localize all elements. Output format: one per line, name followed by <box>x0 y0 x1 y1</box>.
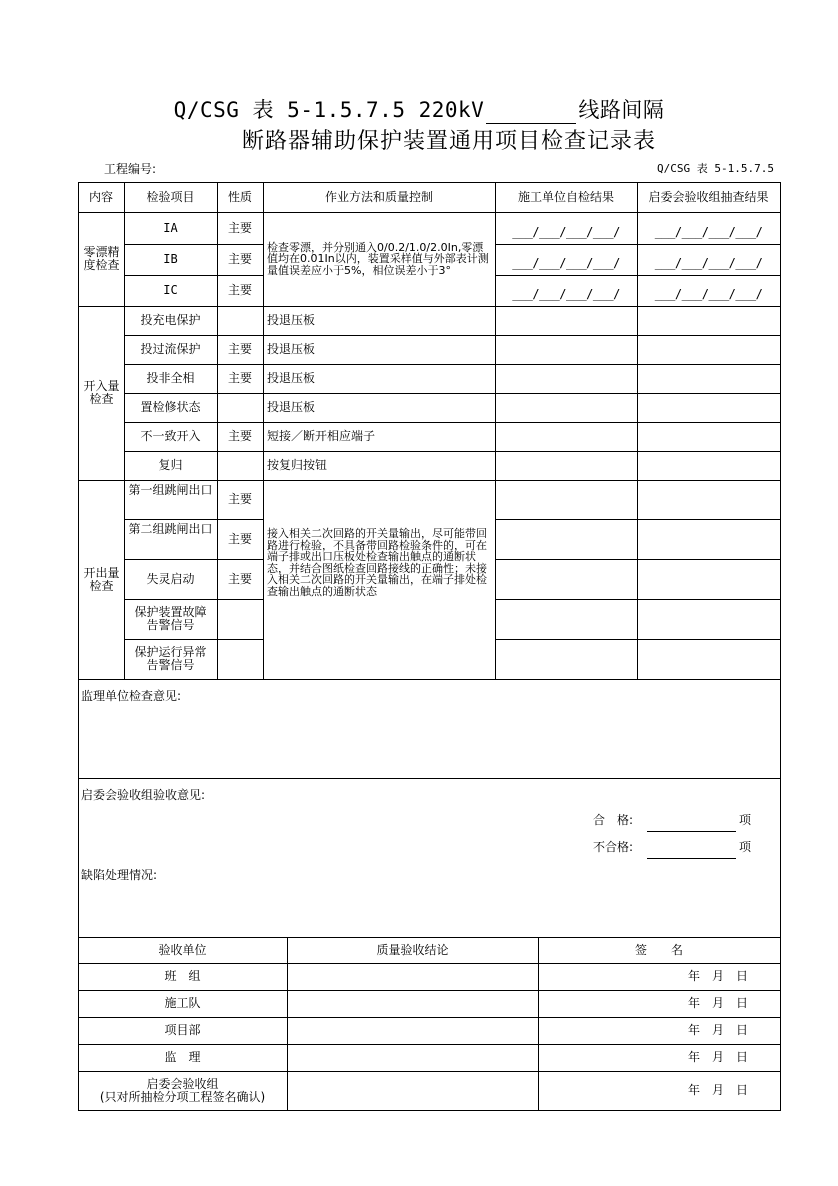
method-pole-discrepancy: 投退压板 <box>267 371 316 385</box>
form-title-line2: 断路器辅助保护装置通用项目检查记录表 <box>241 129 656 154</box>
table-rule <box>495 519 781 520</box>
table-rule <box>495 599 781 600</box>
nature-maintenance-state <box>217 393 263 422</box>
group-binary-input: 开入量检查 <box>83 379 120 406</box>
signoff-conclusion-committee[interactable] <box>288 1072 538 1110</box>
signoff-header-conclusion: 质量验收结论 <box>376 942 449 957</box>
nature-ia: 主要 <box>227 220 252 235</box>
item-charging-protection: 投充电保护 <box>140 313 201 327</box>
nature-breaker-failure-start: 主要 <box>227 571 252 586</box>
self-check-ic[interactable]: ___/___/___/___/ <box>512 287 620 301</box>
committee-opinion-label: 启委会验收组验收意见: <box>81 788 206 802</box>
signoff-conclusion-project-dept[interactable] <box>288 1018 538 1044</box>
table-rule <box>495 639 781 640</box>
item-ic: IC <box>163 283 178 297</box>
fail-label: 不合格: <box>593 840 634 854</box>
form-title-line1 <box>0 94 838 124</box>
item-maintenance-state: 置检修状态 <box>140 400 201 414</box>
pass-count-field[interactable] <box>647 831 736 832</box>
col-header-spot-check: 启委会验收组抽查结果 <box>648 189 769 204</box>
item-trip-output-2: 第二组跳闸出口 <box>128 522 213 536</box>
signoff-unit-team: 班 组 <box>164 969 201 983</box>
item-reset: 复归 <box>158 458 183 472</box>
method-zero-drift: 检查零漂，并分别通入0/0.2/1.0/2.0In,零漂值均在0.01In以内，装置采样值与外部表计测量值误差应小于5%，相位误差小于3° <box>267 240 489 277</box>
signoff-header-signature: 签 名 <box>634 942 683 957</box>
method-maintenance-state: 投退压板 <box>267 400 316 414</box>
form-code: Q/CSG 表 5-1.5.7.5 <box>657 162 774 175</box>
item-inconsistency-input: 不一致开入 <box>140 429 201 443</box>
item-ia: IA <box>163 220 178 235</box>
signoff-unit-supervision: 监 理 <box>164 1050 201 1064</box>
group-binary-output: 开出量检查 <box>83 565 120 593</box>
item-trip-output-1: 第一组跳闸出口 <box>128 483 213 497</box>
signoff-header-unit: 验收单位 <box>158 942 207 957</box>
fail-count-field[interactable] <box>647 858 736 859</box>
item-ib: IB <box>163 252 178 266</box>
nature-charging-protection <box>217 306 263 335</box>
form-title-suffix: 线路间隔 <box>578 98 665 122</box>
pass-label: 合 格: <box>593 813 634 827</box>
signoff-unit-construction-team: 施工队 <box>164 996 201 1010</box>
nature-abnormal-operation-alarm <box>217 639 263 679</box>
defect-handling-label: 缺陷处理情况: <box>81 868 158 882</box>
nature-inconsistency-input: 主要 <box>227 429 252 443</box>
col-header-self-check: 施工单位自检结果 <box>517 189 614 204</box>
item-abnormal-operation-alarm: 保护运行异常告警信号 <box>134 645 207 672</box>
fail-unit: 项 <box>739 840 752 854</box>
col-header-nature: 性质 <box>227 189 252 204</box>
table-rule <box>78 679 781 680</box>
method-charging-protection: 投退压板 <box>267 313 316 327</box>
method-overcurrent-protection: 投退压板 <box>267 342 316 356</box>
signoff-date-construction-team[interactable]: 年 月 日 <box>687 996 748 1010</box>
nature-pole-discrepancy: 主要 <box>227 371 252 385</box>
item-breaker-failure-start: 失灵启动 <box>146 571 195 586</box>
signoff-date-project-dept[interactable]: 年 月 日 <box>687 1023 748 1037</box>
item-overcurrent-protection: 投过流保护 <box>140 342 201 356</box>
spot-check-ic[interactable]: ___/___/___/___/ <box>654 287 763 301</box>
line-name-blank[interactable] <box>486 101 576 124</box>
supervision-opinion-label: 监理单位检查意见: <box>81 689 182 703</box>
nature-device-fault-alarm <box>217 599 263 639</box>
col-header-content: 内容 <box>88 189 113 204</box>
nature-overcurrent-protection: 主要 <box>227 342 252 356</box>
signoff-conclusion-construction-team[interactable] <box>288 991 538 1017</box>
method-inconsistency-input: 短接／断开相应端子 <box>267 429 376 443</box>
nature-reset <box>217 451 263 480</box>
nature-ic: 主要 <box>227 283 252 297</box>
signoff-unit-committee-note: (只对所抽检分项工程签名确认) <box>99 1089 266 1104</box>
signoff-conclusion-team[interactable] <box>288 964 538 990</box>
col-header-item: 检验项目 <box>146 189 195 204</box>
signoff-date-supervision[interactable]: 年 月 日 <box>687 1050 748 1064</box>
method-binary-output: 接入相关二次回路的开关量输出，尽可能带回路进行检验，不具备带回路检验条件的，可在端子排或出口压板处检查输出触点的通断状态，并结合图纸检查回路接线的正确性；未接入相关二次回路的开关量输出，在端子排处检查输出触点的通断状态 <box>267 527 487 598</box>
spot-check-ia[interactable]: ___/___/___/___/ <box>654 224 763 239</box>
signoff-date-team[interactable]: 年 月 日 <box>687 969 748 983</box>
table-rule <box>495 559 781 560</box>
self-check-ib[interactable]: ___/___/___/___/ <box>512 256 620 270</box>
signoff-conclusion-supervision[interactable] <box>288 1045 538 1071</box>
item-device-fault-alarm: 保护装置故障告警信号 <box>134 605 207 632</box>
nature-trip-output-2: 主要 <box>227 531 252 546</box>
nature-trip-output-1: 主要 <box>227 492 252 506</box>
pass-unit: 项 <box>739 813 752 827</box>
item-pole-discrepancy: 投非全相 <box>146 371 195 385</box>
project-number-label: 工程编号: <box>104 162 157 176</box>
signoff-unit-committee-name: 启委会验收组 <box>146 1076 219 1091</box>
spot-check-ib[interactable]: ___/___/___/___/ <box>654 256 763 270</box>
form-title-prefix: Q/CSG 表 5-1.5.7.5 220kV <box>173 98 485 122</box>
table-rule <box>78 778 781 779</box>
table-border-right <box>780 182 781 1111</box>
signoff-unit-project-dept: 项目部 <box>164 1023 201 1037</box>
supervision-opinion-field[interactable] <box>82 700 778 776</box>
group-zero-drift: 零漂精度检查 <box>83 245 120 272</box>
nature-ib: 主要 <box>227 252 252 266</box>
self-check-ia[interactable]: ___/___/___/___/ <box>512 224 620 239</box>
method-reset: 按复归按钮 <box>267 458 328 472</box>
table-border-bottom <box>78 1110 781 1111</box>
signoff-unit-committee <box>78 1071 287 1110</box>
signoff-date-committee[interactable]: 年 月 日 <box>687 1083 748 1097</box>
col-header-method: 作业方法和质量控制 <box>324 189 433 204</box>
